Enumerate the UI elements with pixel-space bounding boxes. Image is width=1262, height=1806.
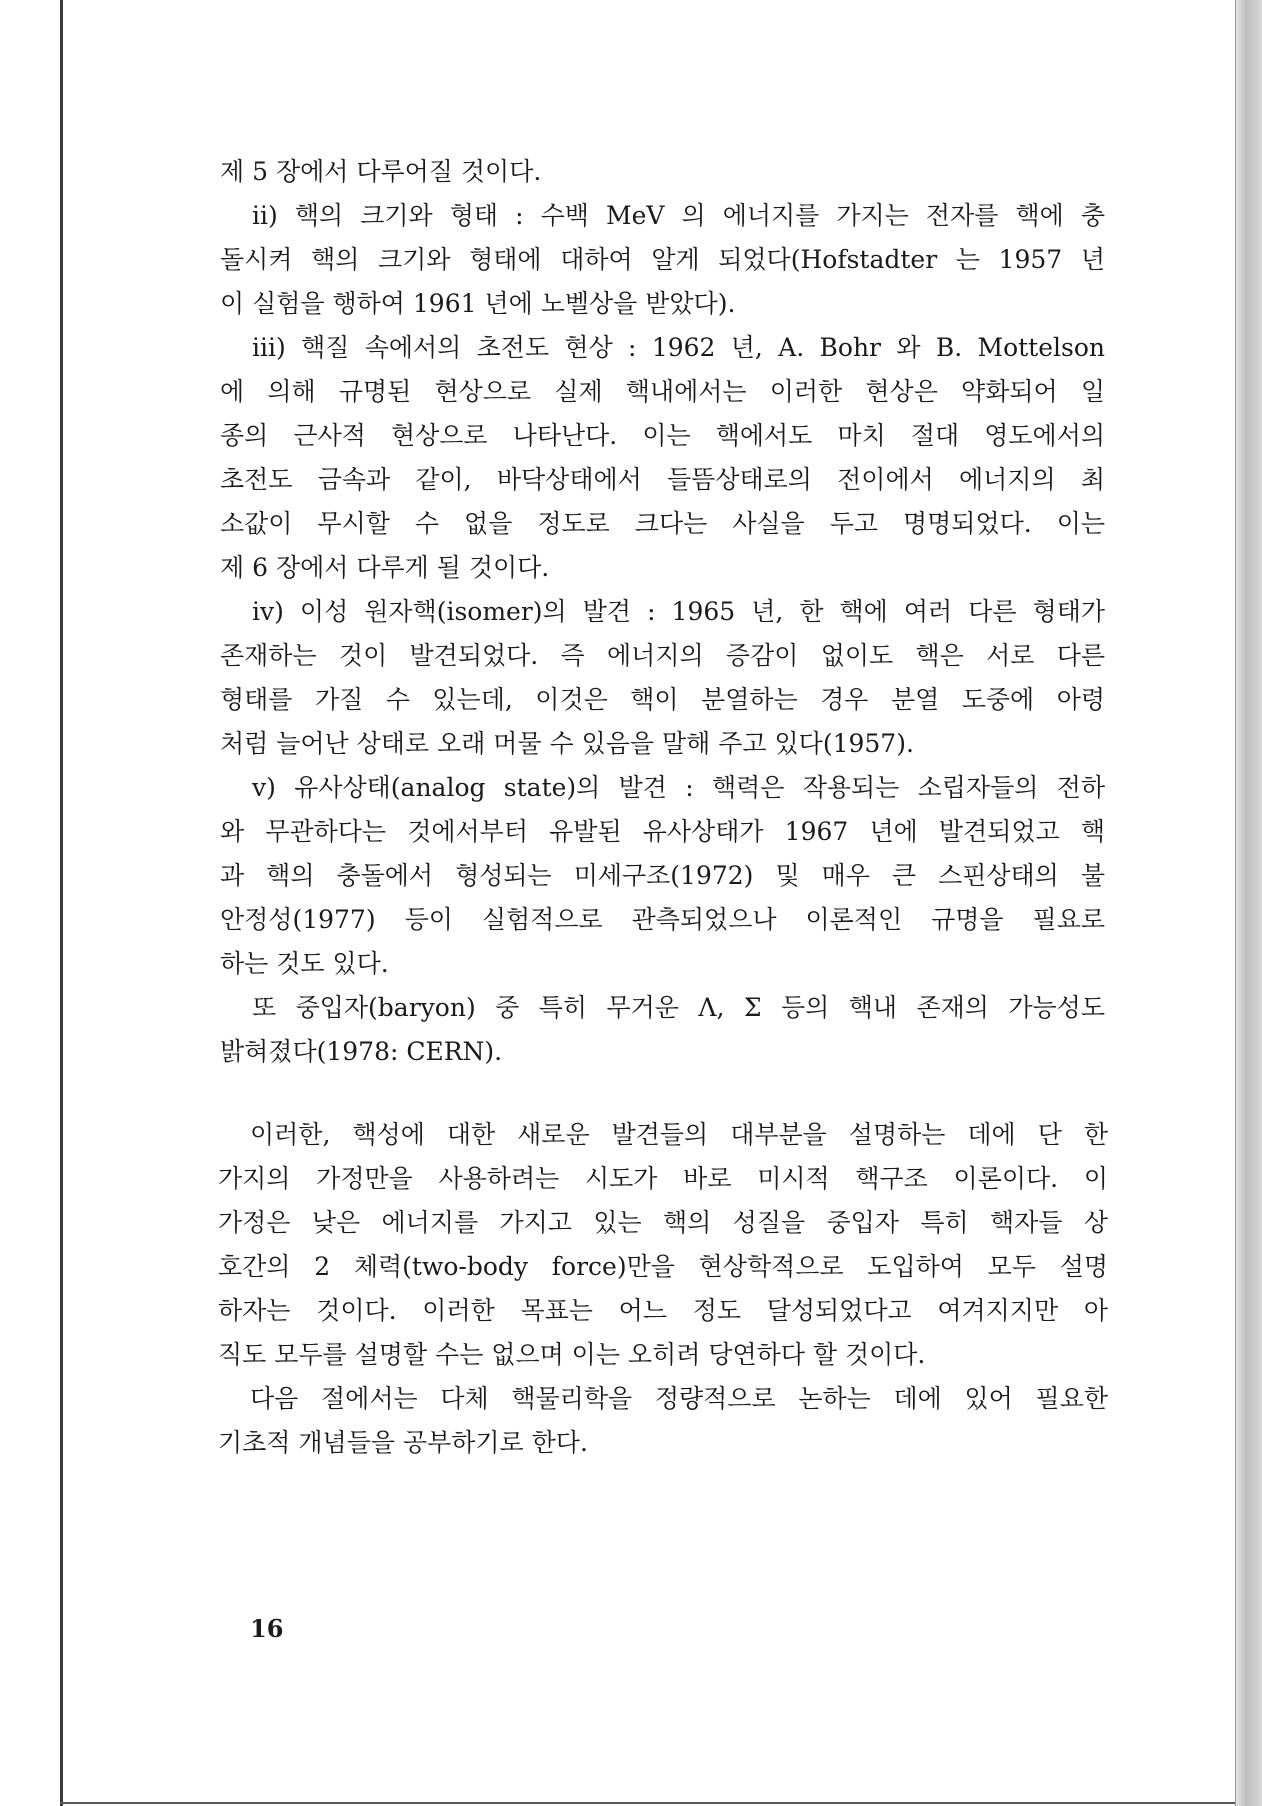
text-line: 소값이 무시할 수 없을 정도로 크다는 사실을 두고 명명되었다. 이는	[220, 509, 1105, 538]
text-line: 형태를 가질 수 있는데, 이것은 핵이 분열하는 경우 분열 도중에 아령	[220, 685, 1105, 714]
text-line: 종의 근사적 현상으로 나타난다. 이는 핵에서도 마치 절대 영도에서의	[220, 421, 1105, 450]
text-line: 밝혀졌다(1978: CERN).	[220, 1037, 503, 1066]
page-bottom-border	[60, 1802, 1240, 1804]
text-line: 에 의해 규명된 현상으로 실제 핵내에서는 이러한 현상은 약화되어 일	[220, 377, 1105, 406]
text-line: 직도 모두를 설명할 수는 없으며 이는 오히려 당연하다 할 것이다.	[218, 1340, 926, 1369]
text-line: 기초적 개념들을 공부하기로 한다.	[218, 1428, 588, 1457]
text-line: 하자는 것이다. 이러한 목표는 어느 정도 달성되었다고 여겨지지만 아	[218, 1296, 1108, 1325]
text-section-1	[220, 150, 1105, 1074]
text-line: 가지의 가정만을 사용하려는 시도가 바로 미시적 핵구조 이론이다. 이	[218, 1164, 1108, 1193]
text-line: 제 6 장에서 다루게 될 것이다.	[220, 553, 550, 582]
text-line: 호간의 2 체력(two-body force)만을 현상학적으로 도입하여 모두 설명	[218, 1252, 1108, 1281]
text-line: 과 핵의 충돌에서 형성되는 미세구조(1972) 및 매우 큰 스핀상태의 불	[220, 861, 1105, 890]
text-line: 돌시켜 핵의 크기와 형태에 대하여 알게 되었다(Hofstadter 는 1957 년	[220, 245, 1105, 274]
page-number: 16	[250, 1614, 284, 1643]
page-right-edge-shadow	[1236, 0, 1262, 1806]
text-line: 가정은 낮은 에너지를 가지고 있는 핵의 성질을 중입자 특히 핵자들 상	[218, 1208, 1108, 1237]
text-line: iv) 이성 원자핵(isomer)의 발견 : 1965 년, 한 핵에 여러 다른 형태가	[252, 597, 1105, 626]
text-line: 와 무관하다는 것에서부터 유발된 유사상태가 1967 년에 발견되었고 핵	[220, 817, 1105, 846]
text-line: 또 중입자(baryon) 중 특히 무거운 Λ, Σ 등의 핵내 존재의 가능성도	[252, 993, 1105, 1022]
text-line: iii) 핵질 속에서의 초전도 현상 : 1962 년, A. Bohr 와 B. Mottelson	[252, 333, 1105, 362]
text-section-2	[218, 1113, 1108, 1465]
text-line: 안정성(1977) 등이 실험적으로 관측되었으나 이론적인 규명을 필요로	[220, 905, 1105, 934]
text-line: 하는 것도 있다.	[220, 949, 389, 978]
text-line: ii) 핵의 크기와 형태 : 수백 MeV 의 에너지를 가지는 전자를 핵에 충	[252, 201, 1105, 230]
text-line: 초전도 금속과 같이, 바닥상태에서 들뜸상태로의 전이에서 에너지의 최	[220, 465, 1105, 494]
text-line: 처럼 늘어난 상태로 오래 머물 수 있음을 말해 주고 있다(1957).	[220, 729, 914, 758]
text-line: v) 유사상태(analog state)의 발견 : 핵력은 작용되는 소립자들의 전하	[252, 773, 1105, 802]
text-line: 제 5 장에서 다루어질 것이다.	[220, 157, 542, 186]
text-line: 존재하는 것이 발견되었다. 즉 에너지의 증감이 없이도 핵은 서로 다른	[220, 641, 1105, 670]
text-line: 이 실험을 행하여 1961 년에 노벨상을 받았다).	[220, 289, 736, 318]
page-left-border	[60, 0, 63, 1806]
text-line: 다음 절에서는 다체 핵물리학을 정량적으로 논하는 데에 있어 필요한	[250, 1384, 1108, 1413]
text-line: 이러한, 핵성에 대한 새로운 발견들의 대부분을 설명하는 데에 단 한	[250, 1120, 1108, 1149]
